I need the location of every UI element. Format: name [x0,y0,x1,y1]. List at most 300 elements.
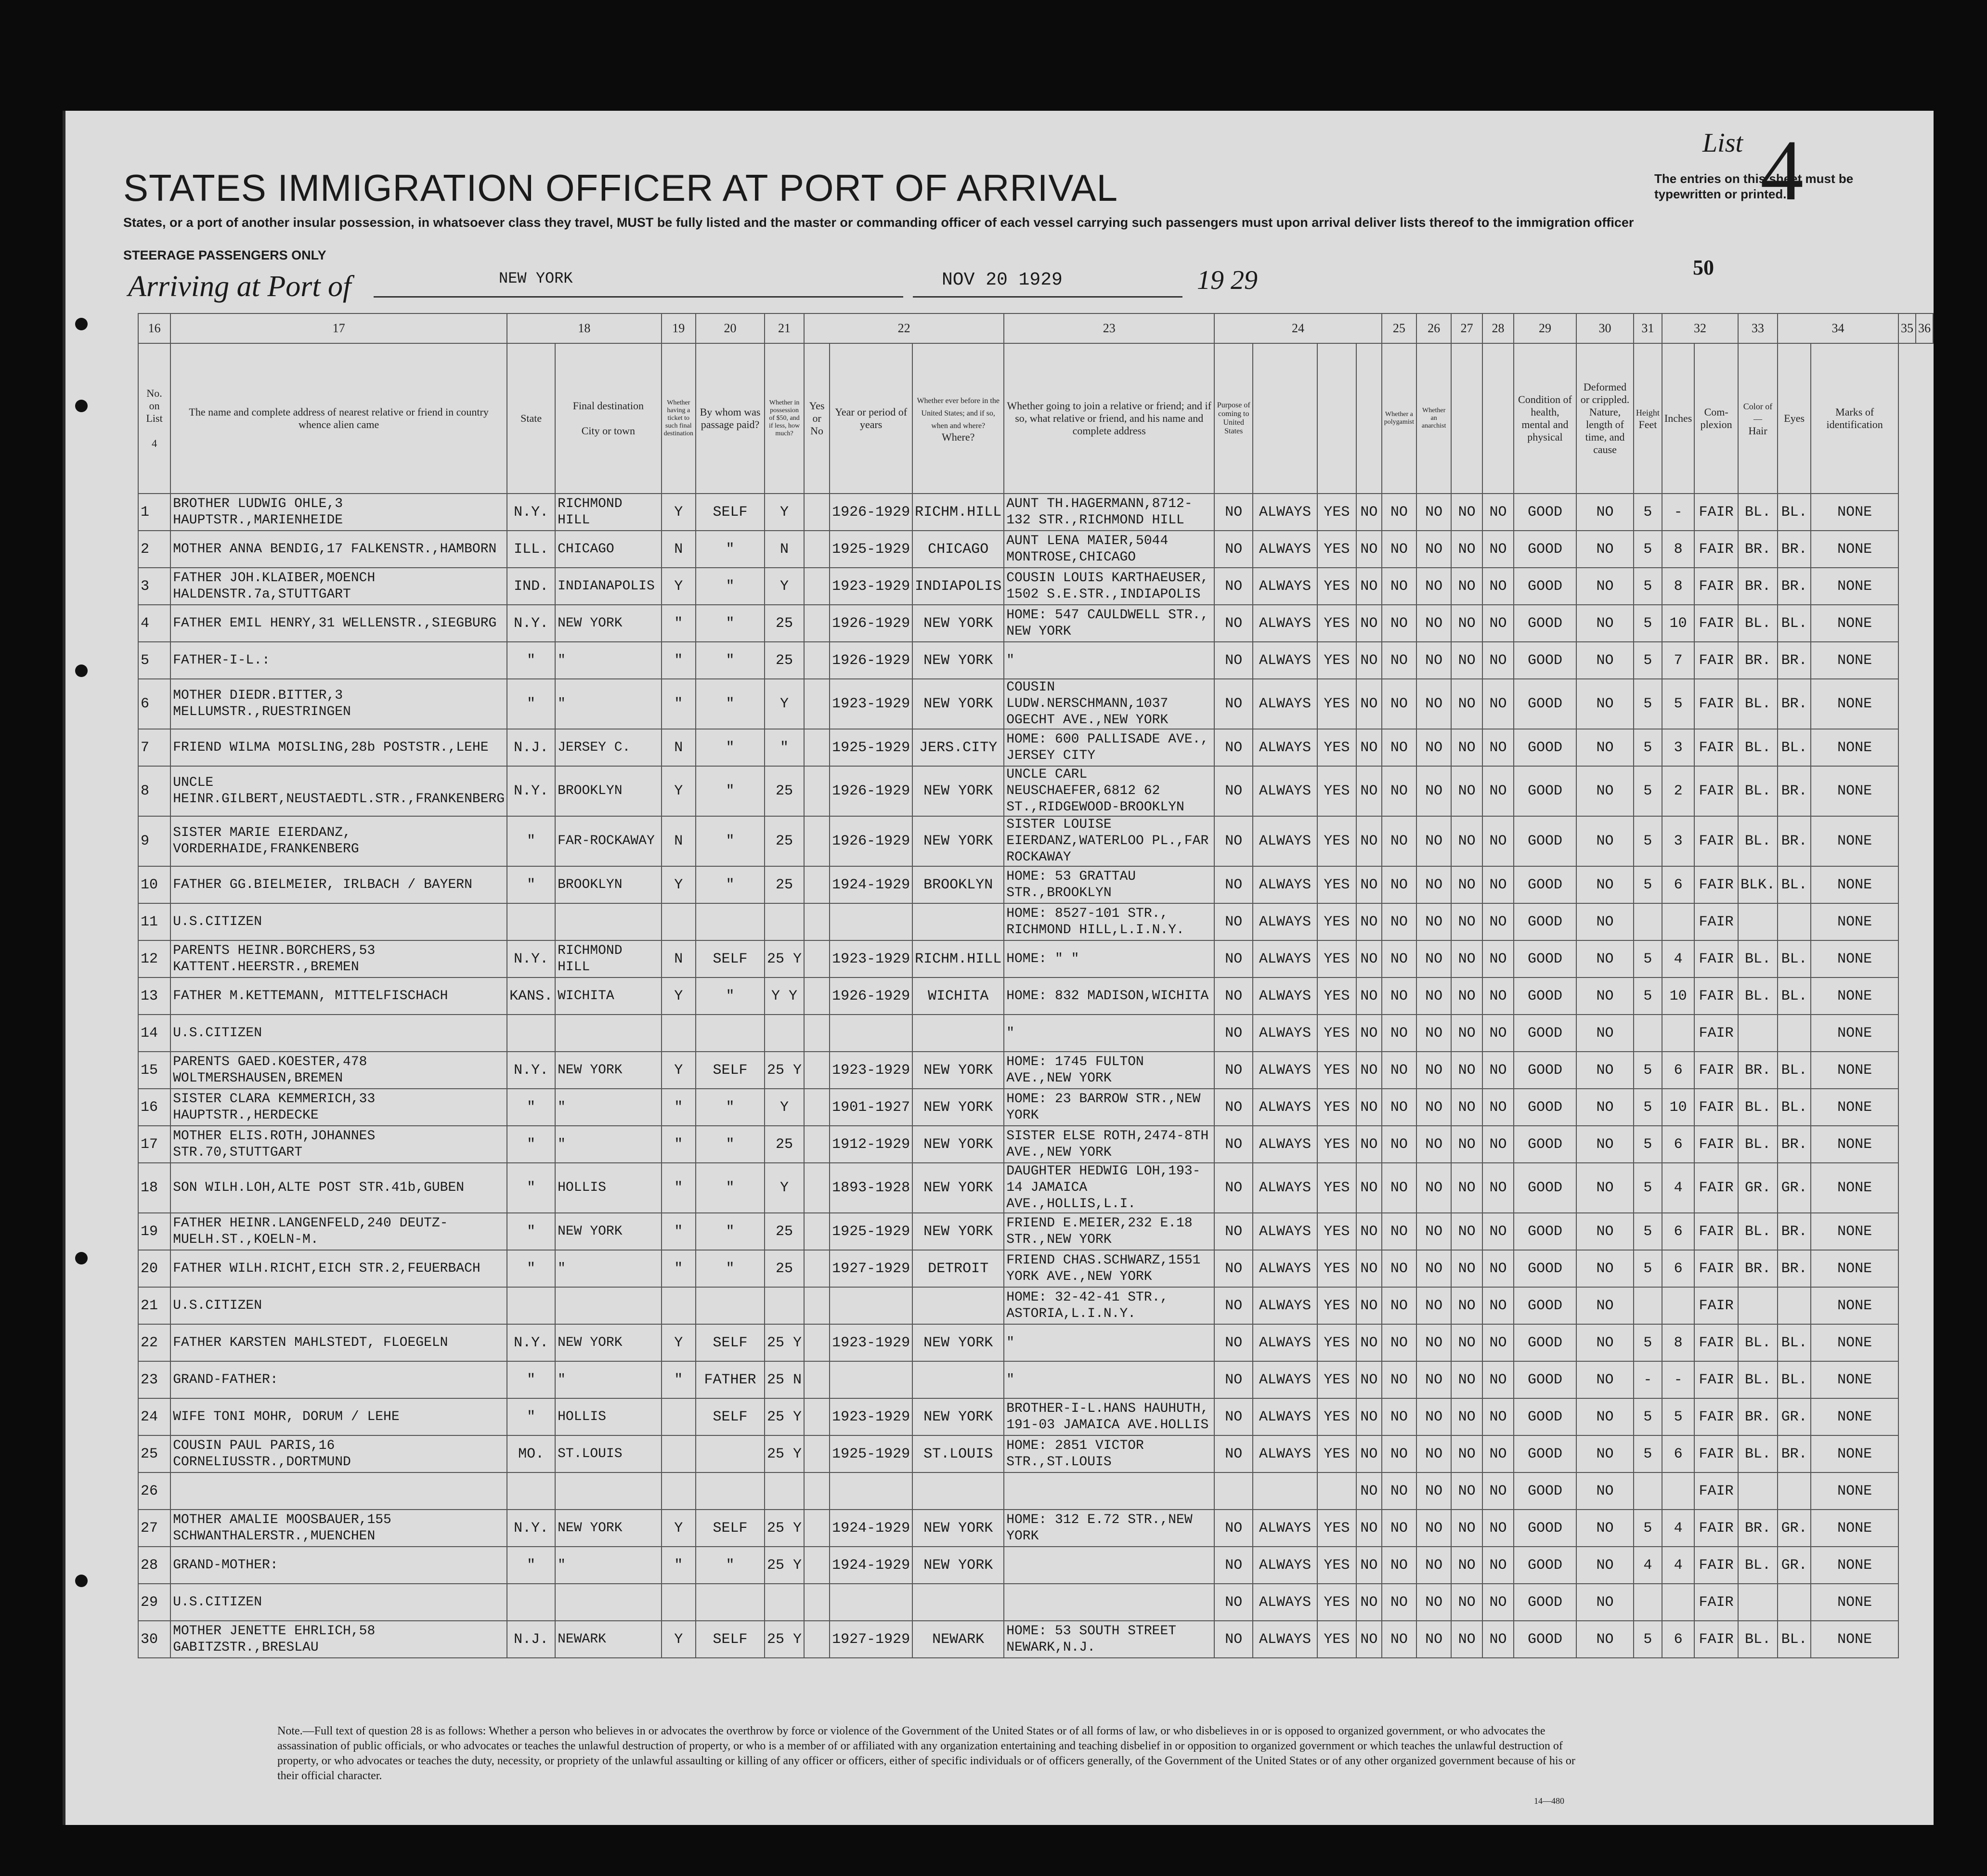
length-of-stay: ALWAYS [1253,1089,1317,1126]
marks: NONE [1811,766,1898,816]
health: GOOD [1514,1287,1576,1324]
eyes: BR. [1778,1435,1811,1472]
years: 1925-1929 [830,1213,912,1250]
length-of-stay: ALWAYS [1253,1324,1317,1361]
marks: NONE [1811,1126,1898,1163]
q28: NO [1451,729,1482,766]
q28: NO [1451,1015,1482,1052]
height-feet: 5 [1634,1250,1662,1287]
height-feet: 5 [1634,1213,1662,1250]
money: N [765,531,804,568]
joining-address: COUSIN LUDW.NERSCHMANN,1037 OGECHT AVE.,NEW YORK [1004,679,1214,729]
ticket [662,1472,696,1510]
deformed: NO [1576,977,1634,1015]
joining-address: AUNT TH.HAGERMANN,8712-132 STR.,RICHMOND HILL [1004,494,1214,531]
row-number: 19 [138,1213,170,1250]
height-inches: - [1662,1361,1694,1398]
header-relative: The name and complete address of nearest relative or friend in country whence alien came [170,343,507,494]
q28: NO [1451,1250,1482,1287]
marks: NONE [1811,1361,1898,1398]
state: IND. [507,568,555,605]
where [912,903,1004,940]
polygamist: NO [1382,903,1416,940]
punch-hole [75,318,88,330]
deformed: NO [1576,1163,1634,1213]
purpose: NO [1214,1250,1253,1287]
prison: NO [1356,1287,1382,1324]
row-number: 6 [138,679,170,729]
joining-address: HOME: 8527-101 STR., RICHMOND HILL,L.I.N.Y. [1004,903,1214,940]
height-feet: 5 [1634,866,1662,903]
intends-citizen: YES [1317,729,1356,766]
state: " [507,642,555,679]
purpose: NO [1214,642,1253,679]
length-of-stay: ALWAYS [1253,1015,1317,1052]
ticket: N [662,816,696,866]
q29: NO [1482,1621,1514,1658]
relative-address: PARENTS HEINR.BORCHERS,53 KATTENT.HEERSTR.,BREMEN [170,940,507,977]
state [507,1287,555,1324]
q29: NO [1482,679,1514,729]
eyes: BL. [1778,1089,1811,1126]
ticket: " [662,1250,696,1287]
deformed: NO [1576,494,1634,531]
header-marks: Marks of identification [1811,343,1898,494]
ticket [662,1398,696,1435]
table-row [138,1250,1933,1287]
row-number: 24 [138,1398,170,1435]
row-number: 13 [138,977,170,1015]
yes-no [804,568,830,605]
where: NEWARK [912,1621,1004,1658]
years: 1926-1929 [830,766,912,816]
header-joining: Whether going to join a relative or friend; and if so, what relative or friend, and his name and complete address [1004,343,1214,494]
hair [1738,1287,1778,1324]
passage-paid: SELF [696,1621,765,1658]
years: 1924-1929 [830,1510,912,1547]
complexion: FAIR [1694,977,1738,1015]
anarchist: NO [1416,866,1451,903]
where: WICHITA [912,977,1004,1015]
years: 1923-1929 [830,679,912,729]
intends-citizen [1317,1472,1356,1510]
deformed: NO [1576,1361,1634,1398]
header-eyes: Eyes [1778,343,1811,494]
q29: NO [1482,1163,1514,1213]
money: Y [765,1089,804,1126]
q28: NO [1451,1510,1482,1547]
header-purpose: Purpose of coming to United States [1214,343,1253,494]
money: 25 Y [765,1621,804,1658]
yes-no [804,977,830,1015]
deformed: NO [1576,1089,1634,1126]
money: Y [765,568,804,605]
hair: BL. [1738,766,1778,816]
where [912,1361,1004,1398]
header-prison [1356,343,1382,494]
anarchist: NO [1416,1163,1451,1213]
yes-no [804,1621,830,1658]
polygamist: NO [1382,1398,1416,1435]
q29: NO [1482,903,1514,940]
deformed: NO [1576,1287,1634,1324]
joining-address: HOME: 1745 FULTON AVE.,NEW YORK [1004,1052,1214,1089]
marks: NONE [1811,605,1898,642]
health: GOOD [1514,816,1576,866]
table-row [138,1584,1933,1621]
intends-citizen: YES [1317,1126,1356,1163]
date-underline [913,296,1182,298]
intends-citizen: YES [1317,903,1356,940]
ticket: N [662,531,696,568]
hair [1738,1584,1778,1621]
years [830,1287,912,1324]
eyes: BR. [1778,679,1811,729]
row-number: 9 [138,816,170,866]
polygamist: NO [1382,1547,1416,1584]
eyes: BR. [1778,642,1811,679]
city: " [555,1250,661,1287]
polygamist: NO [1382,1163,1416,1213]
q28: NO [1451,1052,1482,1089]
state: " [507,1163,555,1213]
q28: NO [1451,766,1482,816]
ticket: Y [662,494,696,531]
deformed: NO [1576,679,1634,729]
eyes: BL. [1778,494,1811,531]
length-of-stay: ALWAYS [1253,1126,1317,1163]
polygamist: NO [1382,1510,1416,1547]
height-inches: 10 [1662,605,1694,642]
deformed: NO [1576,1584,1634,1621]
money: Y [765,1163,804,1213]
row-number: 14 [138,1015,170,1052]
intends-citizen: YES [1317,679,1356,729]
health: GOOD [1514,1621,1576,1658]
table-row [138,531,1933,568]
relative-address: MOTHER AMALIE MOOSBAUER,155 SCHWANTHALERSTR.,MUENCHEN [170,1510,507,1547]
health: GOOD [1514,729,1576,766]
joining-address: BROTHER-I-L.HANS HAUHUTH, 191-03 JAMAICA AVE.HOLLIS [1004,1398,1214,1435]
complexion: FAIR [1694,1163,1738,1213]
state: KANS. [507,977,555,1015]
ticket: Y [662,568,696,605]
length-of-stay: ALWAYS [1253,1163,1317,1213]
column-number: 35 [1898,313,1916,343]
intends-citizen: YES [1317,1324,1356,1361]
eyes: BL. [1778,1621,1811,1658]
prison: NO [1356,940,1382,977]
row-number: 10 [138,866,170,903]
table-row [138,1089,1933,1126]
anarchist: NO [1416,1584,1451,1621]
relative-address: MOTHER JENETTE EHRLICH,58 GABITZSTR.,BRESLAU [170,1621,507,1658]
complexion: FAIR [1694,1435,1738,1472]
city: " [555,679,661,729]
city: NEW YORK [555,605,661,642]
height-feet: 5 [1634,568,1662,605]
hair: BL. [1738,1361,1778,1398]
complexion: FAIR [1694,1089,1738,1126]
eyes: BL. [1778,729,1811,766]
city: ST.LOUIS [555,1435,661,1472]
city: " [555,1547,661,1584]
joining-address: SISTER LOUISE EIERDANZ,WATERLOO PL.,FAR ROCKAWAY [1004,816,1214,866]
passage-paid: " [696,729,765,766]
q29: NO [1482,642,1514,679]
length-of-stay: ALWAYS [1253,729,1317,766]
header-hair: Color of— Hair [1738,343,1778,494]
health: GOOD [1514,1250,1576,1287]
length-of-stay: ALWAYS [1253,1213,1317,1250]
purpose [1214,1472,1253,1510]
complexion: FAIR [1694,1052,1738,1089]
q29: NO [1482,1584,1514,1621]
joining-address: HOME: 53 SOUTH STREET NEWARK,N.J. [1004,1621,1214,1658]
health: GOOD [1514,679,1576,729]
marks: NONE [1811,1398,1898,1435]
height-feet: - [1634,1361,1662,1398]
purpose: NO [1214,1398,1253,1435]
hair: BR. [1738,1398,1778,1435]
header-complexion: Com-plexion [1694,343,1738,494]
city: NEW YORK [555,1324,661,1361]
header-yes-no: Yes or No [804,343,830,494]
relative-address: U.S.CITIZEN [170,1584,507,1621]
polygamist: NO [1382,816,1416,866]
prison: NO [1356,766,1382,816]
hair: BR. [1738,1052,1778,1089]
row-number: 26 [138,1472,170,1510]
complexion: FAIR [1694,1398,1738,1435]
joining-address: HOME: 547 CAULDWELL STR., NEW YORK [1004,605,1214,642]
q28: NO [1451,1324,1482,1361]
punch-hole [75,1575,88,1587]
q28: NO [1451,605,1482,642]
length-of-stay: ALWAYS [1253,1250,1317,1287]
q28: NO [1451,866,1482,903]
q28: NO [1451,1398,1482,1435]
punch-hole [75,664,88,677]
column-number: 25 [1382,313,1416,343]
purpose: NO [1214,568,1253,605]
prison: NO [1356,1435,1382,1472]
length-of-stay: ALWAYS [1253,568,1317,605]
relative-address: FATHER-I-L.: [170,642,507,679]
marks: NONE [1811,1052,1898,1089]
joining-address: SISTER ELSE ROTH,2474-8TH AVE.,NEW YORK [1004,1126,1214,1163]
height-feet: 5 [1634,1621,1662,1658]
where: NEW YORK [912,1510,1004,1547]
ticket: Y [662,1324,696,1361]
complexion: FAIR [1694,1015,1738,1052]
money: 25 [765,1250,804,1287]
yes-no [804,1052,830,1089]
column-header-row [138,343,1933,494]
relative-address: FATHER JOH.KLAIBER,MOENCH HALDENSTR.7a,STUTTGART [170,568,507,605]
q29: NO [1482,1287,1514,1324]
column-number: 17 [170,313,507,343]
polygamist: NO [1382,531,1416,568]
complexion: FAIR [1694,1213,1738,1250]
health: GOOD [1514,766,1576,816]
anarchist: NO [1416,679,1451,729]
health: GOOD [1514,1089,1576,1126]
relative-address: U.S.CITIZEN [170,1287,507,1324]
purpose: NO [1214,1287,1253,1324]
q28: NO [1451,1472,1482,1510]
state: N.Y. [507,605,555,642]
ticket: Y [662,866,696,903]
column-number: 27 [1451,313,1482,343]
city: CHICAGO [555,531,661,568]
money: 25 [765,766,804,816]
anarchist: NO [1416,605,1451,642]
health: GOOD [1514,531,1576,568]
marks: NONE [1811,1089,1898,1126]
ticket: " [662,642,696,679]
height-inches: 6 [1662,1126,1694,1163]
intends-citizen: YES [1317,568,1356,605]
hair: GR. [1738,1163,1778,1213]
relative-address: FATHER WILH.RICHT,EICH STR.2,FEUERBACH [170,1250,507,1287]
yes-no [804,1584,830,1621]
marks: NONE [1811,816,1898,866]
where: RICHM.HILL [912,494,1004,531]
table-row [138,1547,1933,1584]
eyes: BL. [1778,940,1811,977]
relative-address: FRIEND WILMA MOISLING,28b POSTSTR.,LEHE [170,729,507,766]
marks: NONE [1811,1287,1898,1324]
q29: NO [1482,1126,1514,1163]
intends-citizen: YES [1317,1213,1356,1250]
city [555,1015,661,1052]
anarchist: NO [1416,1472,1451,1510]
hair [1738,1015,1778,1052]
table-row [138,1126,1933,1163]
where: NEW YORK [912,1547,1004,1584]
yes-no [804,1015,830,1052]
where [912,1015,1004,1052]
state: N.Y. [507,1510,555,1547]
state [507,1584,555,1621]
state: " [507,1250,555,1287]
purpose: NO [1214,1052,1253,1089]
hair [1738,903,1778,940]
column-number: 19 [662,313,696,343]
passage-paid: " [696,679,765,729]
city: BROOKLYN [555,766,661,816]
row-number: 25 [138,1435,170,1472]
purpose: NO [1214,1361,1253,1398]
purpose: NO [1214,1584,1253,1621]
passage-paid: " [696,531,765,568]
prison: NO [1356,531,1382,568]
height-inches: 5 [1662,1398,1694,1435]
length-of-stay: ALWAYS [1253,1287,1317,1324]
city: " [555,1126,661,1163]
list-label: List [1702,128,1743,158]
hair [1738,1472,1778,1510]
length-of-stay: ALWAYS [1253,766,1317,816]
money: 25 Y [765,1052,804,1089]
yes-no [804,1510,830,1547]
eyes: BL. [1778,605,1811,642]
anarchist: NO [1416,642,1451,679]
manifest-table [138,313,1934,1658]
intends-citizen: YES [1317,605,1356,642]
q29: NO [1482,977,1514,1015]
table-row [138,977,1933,1015]
anarchist: NO [1416,568,1451,605]
health: GOOD [1514,1584,1576,1621]
q28: NO [1451,494,1482,531]
state [507,903,555,940]
state [507,1472,555,1510]
health: GOOD [1514,1510,1576,1547]
q29: NO [1482,531,1514,568]
header-length [1253,343,1317,494]
marks: NONE [1811,494,1898,531]
column-number: 32 [1662,313,1738,343]
deformed: NO [1576,1213,1634,1250]
health: GOOD [1514,903,1576,940]
complexion: FAIR [1694,1287,1738,1324]
passenger-rows [138,494,1933,1658]
header-deformed: Deformed or crippled. Nature, length of time, and cause [1576,343,1634,494]
q28: NO [1451,940,1482,977]
state: N.J. [507,1621,555,1658]
polygamist: NO [1382,1472,1416,1510]
height-feet: 5 [1634,1510,1662,1547]
relative-address: UNCLE HEINR.GILBERT,NEUSTAEDTL.STR.,FRANKENBERG [170,766,507,816]
column-number: 18 [507,313,661,343]
where: NEW YORK [912,679,1004,729]
length-of-stay: ALWAYS [1253,531,1317,568]
passage-paid: SELF [696,1052,765,1089]
purpose: NO [1214,940,1253,977]
money [765,1015,804,1052]
health: GOOD [1514,1126,1576,1163]
height-inches: 4 [1662,1163,1694,1213]
years: 1926-1929 [830,494,912,531]
ticket: Y [662,766,696,816]
deformed: NO [1576,1621,1634,1658]
eyes: BL. [1778,977,1811,1015]
row-number: 23 [138,1361,170,1398]
hair: BL. [1738,977,1778,1015]
row-number: 11 [138,903,170,940]
intends-citizen: YES [1317,1052,1356,1089]
q29: NO [1482,494,1514,531]
table-row [138,729,1933,766]
eyes [1778,1287,1811,1324]
prison: NO [1356,568,1382,605]
page-title: STATES IMMIGRATION OFFICER AT PORT OF ARRIVAL [123,167,1118,209]
q29: NO [1482,940,1514,977]
deformed: NO [1576,866,1634,903]
deformed: NO [1576,1126,1634,1163]
state: N.Y. [507,494,555,531]
state: " [507,1126,555,1163]
money [765,1287,804,1324]
entries-note: The entries on this sheet must be typewritten or printed. [1654,171,1854,201]
yes-no [804,1398,830,1435]
sheet-number: 50 [1693,256,1714,279]
where: NEW YORK [912,1213,1004,1250]
passage-paid [696,1287,765,1324]
column-number-row [138,313,1933,343]
